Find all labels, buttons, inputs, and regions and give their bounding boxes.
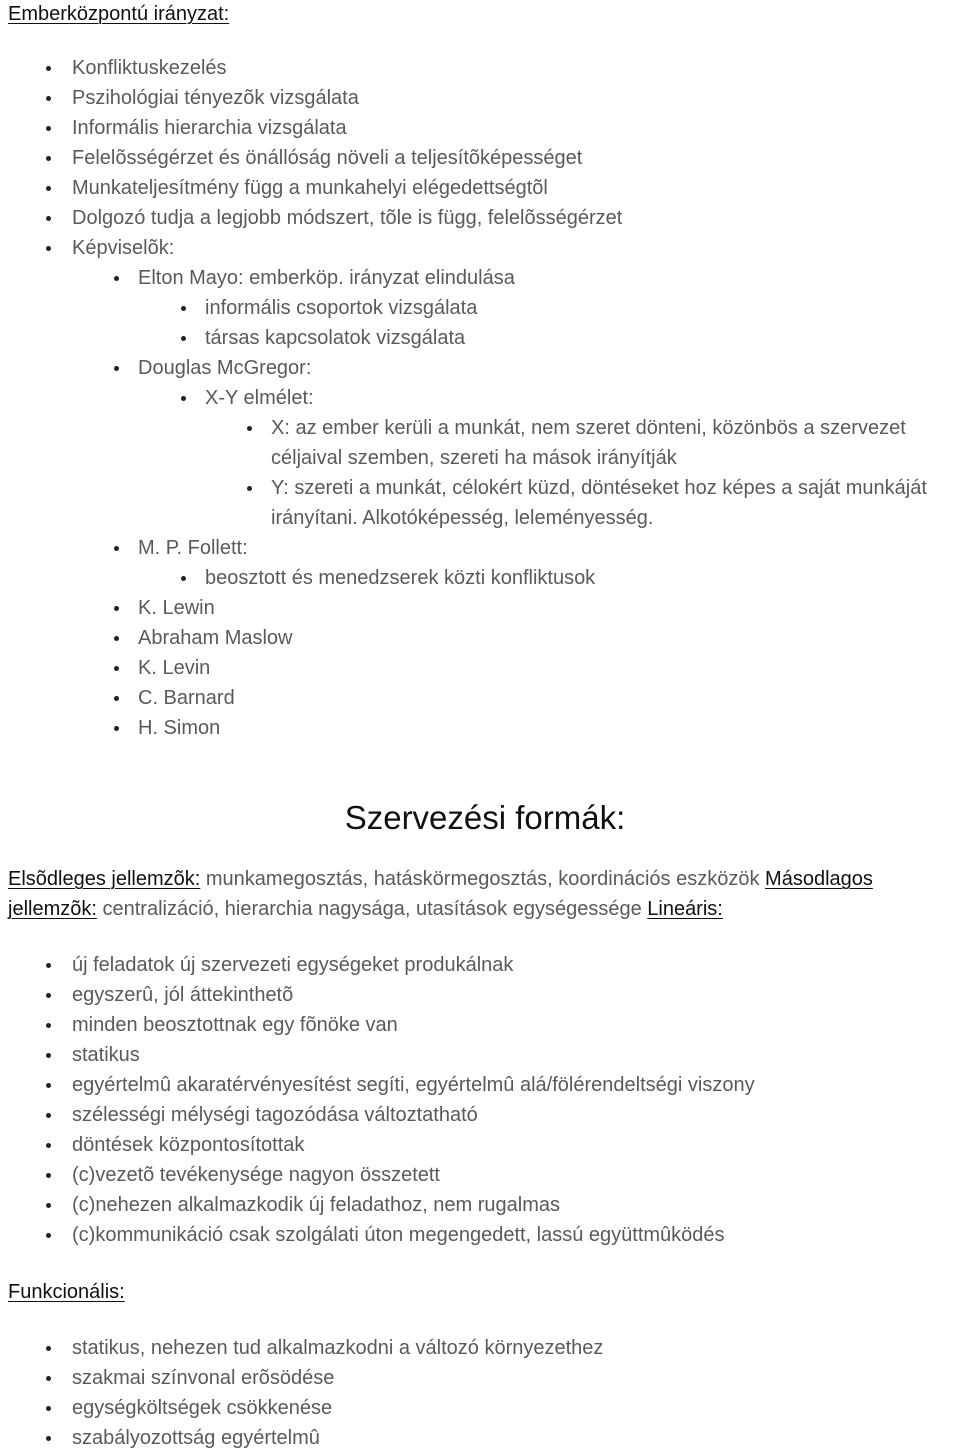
list-item-text: (c)nehezen alkalmazkodik új feladathoz, nem rugalmas bbox=[72, 1194, 561, 1216]
list-item-text: C. Barnard bbox=[138, 687, 235, 709]
list-item-text: egyszerû, jól áttekinthetõ bbox=[72, 984, 294, 1006]
primary-features-label: Elsõdleges jellemzõk: bbox=[8, 868, 201, 890]
list-item-text: egyértelmû akaratérvényesítést segíti, egyértelmû alá/fölérendeltségi viszony bbox=[72, 1074, 755, 1096]
list-item bbox=[72, 1363, 334, 1393]
list-item bbox=[72, 1010, 398, 1040]
list-item bbox=[72, 1070, 755, 1100]
list-item-text: döntések központosítottak bbox=[72, 1134, 305, 1156]
list-item bbox=[138, 263, 515, 293]
list-item bbox=[72, 1220, 725, 1250]
list-item-text: statikus bbox=[72, 1044, 140, 1066]
list-item-continuation bbox=[271, 443, 677, 473]
list-item-text: (c)kommunikáció csak szolgálati úton megengedett, lassú együttmûködés bbox=[72, 1224, 725, 1246]
list-item-text: X: az ember kerüli a munkát, nem szeret dönteni, közönbös a szervezet bbox=[271, 417, 906, 439]
list-item bbox=[72, 1040, 140, 1070]
list-item bbox=[72, 1333, 603, 1363]
list-item bbox=[138, 683, 235, 713]
list-item-text: informális csoportok vizsgálata bbox=[205, 297, 478, 319]
secondary-features-label-part2: jellemzõk: bbox=[8, 898, 97, 920]
list-item bbox=[138, 593, 215, 623]
list-item-text: M. P. Follett: bbox=[138, 537, 248, 559]
list-item bbox=[72, 83, 359, 113]
list-item-text: irányítani. Alkotóképesség, leleményesség. bbox=[271, 507, 654, 529]
list-item-text: Munkateljesítmény függ a munkahelyi elégedettségtõl bbox=[72, 177, 548, 199]
list-item-text: H. Simon bbox=[138, 717, 221, 739]
secondary-features-text: centralizáció, hierarchia nagysága, utasítások egységessége bbox=[96, 898, 648, 920]
list-item-text: Elton Mayo: emberköp. irányzat elindulása bbox=[138, 267, 515, 289]
list-item bbox=[72, 173, 548, 203]
list-item bbox=[138, 623, 293, 653]
list-item-text: Felelõsségérzet és önállóság növeli a teljesítõképességet bbox=[72, 147, 583, 169]
list-item-text: Dolgozó tudja a legjobb módszert, tõle is függ, felelõsségérzet bbox=[72, 207, 623, 229]
section-heading-emberkozpontu: Emberközpontú irányzat: bbox=[8, 3, 230, 25]
list-item-text: Pszihológiai tényezõk vizsgálata bbox=[72, 87, 359, 109]
list-item bbox=[72, 1393, 332, 1423]
list-item bbox=[72, 950, 513, 980]
list-item bbox=[72, 143, 582, 173]
list-item-text: új feladatok új szervezeti egységeket produkálnak bbox=[72, 954, 514, 976]
secondary-features-label-part1: Másodlagos bbox=[765, 868, 873, 890]
list-item bbox=[72, 53, 227, 83]
list-item bbox=[72, 1423, 320, 1453]
list-item-text: beosztott és menedzserek közti konfliktusok bbox=[205, 567, 596, 589]
list-item bbox=[138, 713, 220, 743]
list-item bbox=[72, 980, 293, 1010]
list-item-text: X-Y elmélet: bbox=[205, 387, 314, 409]
primary-features-text: munkamegosztás, hatáskörmegosztás, koordinációs eszközök bbox=[200, 868, 766, 890]
list-item-text: K. Levin bbox=[138, 657, 211, 679]
list-item-text: szélességi mélységi tagozódása változtatható bbox=[72, 1104, 478, 1126]
list-item-text: K. Lewin bbox=[138, 597, 215, 619]
list-item bbox=[138, 653, 210, 683]
list-item bbox=[72, 113, 347, 143]
list-item bbox=[138, 353, 311, 383]
list-item bbox=[72, 1160, 440, 1190]
list-item-text: társas kapcsolatok vizsgálata bbox=[205, 327, 466, 349]
list-item bbox=[205, 323, 465, 353]
list-item-text: (c)vezetõ tevékenysége nagyon összetett bbox=[72, 1164, 440, 1186]
list-item-text: szakmai színvonal erõsödése bbox=[72, 1367, 335, 1389]
linear-label: Lineáris: bbox=[647, 898, 723, 920]
list-item bbox=[72, 1100, 478, 1130]
list-item bbox=[72, 1190, 560, 1220]
list-item bbox=[72, 1130, 304, 1160]
section-heading-funkcionalis: Funkcionális: bbox=[8, 1281, 125, 1303]
list-item bbox=[205, 383, 314, 413]
list-item-text: szabályozottság egyértelmû bbox=[72, 1427, 320, 1449]
list-item bbox=[205, 293, 477, 323]
jellemzok-paragraph bbox=[8, 864, 948, 924]
list-item-text: céljaival szemben, szereti ha mások irányítják bbox=[271, 447, 677, 469]
list-item bbox=[271, 473, 927, 503]
list-item bbox=[72, 203, 622, 233]
list-item bbox=[72, 233, 174, 263]
list-item-text: Y: szereti a munkát, célokért küzd, döntéseket hoz képes a saját munkáját bbox=[271, 477, 927, 499]
list-item-text: Abraham Maslow bbox=[138, 627, 293, 649]
list-item-text: Informális hierarchia vizsgálata bbox=[72, 117, 347, 139]
list-item bbox=[271, 413, 906, 443]
list-item-continuation bbox=[271, 503, 653, 533]
list-item-text: Képviselõk: bbox=[72, 237, 175, 259]
list-item bbox=[205, 563, 595, 593]
list-item-text: statikus, nehezen tud alkalmazkodni a változó környezethez bbox=[72, 1337, 604, 1359]
list-item bbox=[138, 533, 248, 563]
list-item-text: egységköltségek csökkenése bbox=[72, 1397, 333, 1419]
list-item-text: minden beosztottnak egy fõnöke van bbox=[72, 1014, 398, 1036]
list-item-text: Douglas McGregor: bbox=[138, 357, 312, 379]
list-item-text: Konfliktuskezelés bbox=[72, 57, 227, 79]
section-title-szervezesi-formak: Szervezési formák: bbox=[344, 799, 626, 836]
